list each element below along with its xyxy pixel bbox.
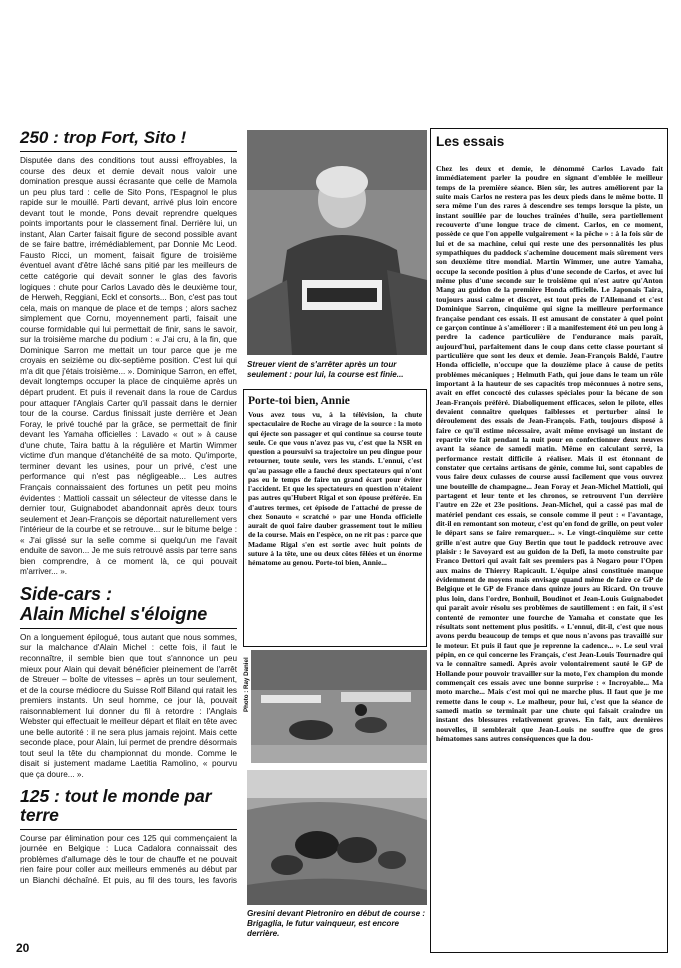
photo-streuer <box>247 130 427 355</box>
photo-gresini-art <box>247 770 427 905</box>
photo-streuer-art <box>247 130 427 355</box>
photo-track-crash-art <box>251 650 427 763</box>
column-left <box>20 128 237 886</box>
text-essais: Chez les deux et demie, le dénommé Carlos Lavado fait immédiatement parler la poudre en signant d'emblée le meilleur temps de la première séance. Bien sûr, les autres améliorent par la suite mais Carlos ne restera pas les deux pieds dans le même botte. Il sera même l'un des rares à descendre ses temps lorsque la piste, un instant souillée par de louches traînées d'huile, sera partiellement recouverte d'une longue trace de ciment. Carlos, en ce moment, possède ce que l'on appelle vulgairement « la pêche » : à la fois sûr de lui et de sa machine, celui qui reste une des personnalités les plus sympathiques du paddock s'achemine doucement mais sûrement vers son deuxième titre mondial. Martin Wimmer, une autre Yamaha, occupe la seconde position à plus d'une seconde de Carlos, et avec lui même plus d'une seconde sur le troisième qui n'est autre qu'Anton Mang au guidon de la première Honda officielle. Le Japonais Taira, toujours aussi calme et discret, est tout près de l'Allemand et c'est Dominique Sarron, cinquième qui signe la meilleure performance française pendant ces essais. Il est amusant de constater à quel point ce garçon continue à s'améliorer : il a manifestement été un peu long à perdre la cadence particulière de l'endurance mais paraît, aujourd'hui, parfaitement dans le coup dans cette classe pourtant si particulière que sont les deux et demie. Jean-François Baldé, l'autre Honda officielle, n'occupe que la douzième place à cause de petits problèmes mécaniques ; Helmuth Fath, qui joue dans le team un rôle important à la hauteur de ses capacités trop méconnues à notre sens, avait en effet concocté des culasses spéciales pour la bécane de son Jean-François préféré. Diaboliquement efficaces, selon le pilote, elles devaient connaître quelques faiblesses et perturber ainsi le déroulement des essais de Jean-François. Fath, toujours disposé à faire ce qu'il estime nécessaire, avait même envisagé un instant de repartir vite fait pendant la nuit pour en confectionner deux neuves avant la séance de samedi matin. Même en calculant serré, la performance restait difficile à réaliser. Mais il est étonnant de constater que certains artisans de génie, comme lui, sont capables de vous faire deux culasses de course aussi facilement que vous ouvrez une bouteille de champagne... Jean Foray et Jean-Michel Mattioli, qui partagent et leur tente et les chronos, se retrouvent l'un derrière l'autre en 22e et 23e positions. Jean-Michel, qui a cassé pas mal de matériel pendant ces essais, se console comme il peut : « l'avantage, dit-il en remontant son moteur, c'est qu'en fond de grille, on peut voler le départ sans se faire remarquer... ». Le vingt-cinquième sur cette grille n'est autre que Guy Bertin que tout le paddock retrouve avec plaisir : le Savoyard est au guidon de la Defi, la moto construite par Franco Dettori qui avait fait ses premiers pas à Nogaro pour l'Open aux mains de Thierry Rapicault. L'équipe ainsi constituée manque évidemment de moyens mais envisage quand même de faire ce GP de Belgique et le GP de France dans quinze jours au Ricard. On trouve plus loin, dans l'ordre, Bonhuil, Boudinot et Jean-Louis Guignabodet qui paraît avoir résolu ses problèmes de sautillement : en fait, il s'est contenté de remonter une fourche de Yamaha et constate que les résultats sont nettement plus positifs. « L'ennui, dit-il, c'est que nous avons perdu beaucoup de temps et que nous n'avons pas travaillé sur le moteur. Et puis il faut que je reprenne la cadence... ». Le seul vrai pépin, en ce qui concerne les Français, c'est Jean-Louis Tournadre qui va le connaître samedi. Après avoir volontairement sauté le GP de Hollande pour pouvoir travailler sur la moto, l'ex champion du monde commençait ces essais avec une bonne surprise : « Incroyable... Ma moto marche... Mais c'est moi qui ne marche plus. Il faut que je me remette dans le coup ». Le malheur, pour lui, c'est que la séance de samedi matin se terminait par une chute qui faisait craindre un instant des blessures relativement graves. En fait, aux dernières nouvelles, il semblerait que Jean-Louis ne souffre que de gros hématomes sans autres conséquences que la dou- <box>436 164 663 743</box>
text-250: Disputée dans des conditions tout aussi effroyables, la course des deux et demie devait nous valoir une domination presque aussi écrasante que celle de Mamola un peu plus tard : celle de Sito Pons, l'Espagnol le plus rapide sur le mouillé. Parti devant, arrivé plus loin encore devant tout le monde, Pons devait reprendre quelques points importants pour le classement final. Derrière lui, un instant, Alan Carter faisait figure de second possible avant de se faire battre, irrémédiablement, par Donnie Mc Leod. Fausto Ricci, un moment, faisait figure de troisième éventuel avant d'être lâché sans pitié par les meilleurs de cette catégorie qui devait sonner le glas des favoris logiques : chute pour Carlos Lavado dès le deuxième tour, de Herweh, Reggiani, Eckl et consorts... Bon, c'est pas tout cela, mais on manque de place et de temps ; alors sachez simplement que Cornu, moyennement parti, faisait une course formidable qui lui permettait de finir, sans le savoir, sur la troisième marche du podium : « J'ai cru, à la fin, que Dominique Sarron me mettait un tour parce que je me croyais en seizième ou dix-septième position. C'est lui qui m'a dit que j'étais troisième... ». Dominique Sarron, en effet, devait longtemps occuper la place de cinquième après un départ prudent. Et puis il revenait dans la roue de Cardus pour attaquer l'Anglais Carter qu'il passait dans le dernier tour de la course. Cardus finissait juste derrière et Jean Foray, le privé touché par la grâce, se permettait de finir devant les Yamaha officielles : Lavado « out » à cause d'une chute, Taira battu à la régulière et Martin Wimmer victime d'un manque d'étanchéité de sa moto. Qu'importe, terminer devant les usines, pour un privé, c'est une performance qui n'est pas négligeable... Les autres Français connaissaient des fortunes un petit peu moins évidentes : Mattioli cassait un sélecteur de vitesse dans le dernier tour, Guignabodet abandonnait après deux tours seulement et Jean-François se déportait naturellement vers l'intérieur de la courbe et se retrouve... sur le bitume belge : « J'ai glissé sur la selle comme si quelqu'un me l'avait enduite de savon... Je me suis retrouvé assis par terre sans bien comprendre, à ce moment là, ce qui pouvait m'arriver... ». <box>20 156 237 577</box>
heading-250: 250 : trop Fort, Sito ! <box>20 128 237 152</box>
heading-sidecars-line1: Side-cars : <box>20 583 113 604</box>
box-annie-inner <box>244 390 426 567</box>
photo-credit: Photo : Ray Daniel <box>243 657 250 712</box>
heading-sidecars <box>20 584 237 629</box>
page-number: 20 <box>16 941 30 955</box>
article-sidecars <box>20 584 237 781</box>
heading-annie: Porte-toi bien, Annie <box>248 395 350 407</box>
box-essais-inner <box>431 129 667 743</box>
photo-gresini <box>247 770 427 905</box>
text-125: Course par élimination pour ces 125 qui commençaient la journée en Belgique : Luca Cadalora connaissait des problèmes d'allumage dès le tour de chauffe et ne pouvait rien faire pour coller aux meilleurs emmenés au début par un Bianchi déchaîné. Et puis, au fil des tours, les favoris <box>20 833 237 885</box>
photo-track-crash <box>251 650 427 763</box>
heading-125: 125 : tout le monde par terre <box>20 787 237 830</box>
caption-streuer: Streuer vient de s'arrêter après un tour seulement : pour lui, la course est finie... <box>247 360 404 379</box>
article-125 <box>20 787 237 886</box>
heading-essais: Les essais <box>436 134 505 149</box>
text-sidecars: On a longuement épilogué, tous autant que nous sommes, sur la malchance d'Alain Michel : cette fois, il faut le reconnaître, il semble bien que tout s'annonce un peu mieux pour Alain qui devait bénéficier pleinement de l'arrêt de Streuer – boîte de vitesses – après un tour seulement, et de la course médiocre du Suisse Rolf Biland qui ratait les premiers instants. Un seul homme, ce jour là, pouvait raisonnablement lui donner du fil à retordre : l'Anglais Webster qui effectuait le meilleur départ et filait en tête avec une belle autorité : il ne sera plus jamais rejoint. Mais cette seconde place, pour Alain, lui permet de prendre désormais tout seul la tête du championnat du monde. Comme le disait si justement madame Laetitia Ramolino, « pourvu que ça doure... ». <box>20 632 237 779</box>
box-essais <box>430 128 668 953</box>
heading-sidecars-line2: Alain Michel s'éloigne <box>20 603 208 624</box>
text-annie: Vous avez tous vu, à la télévision, la chute spectaculaire de Roche au virage de la source : la moto qui éjecte son passager et qui continue sa course toute seule. Ce que vous n'avez pas vu, c'est que la NSR en question a poursuivi sa trajectoire un peu dingue pour retourner, toute seule, vers les stands. L'ennui, c'est qu'au passage elle a fauché deux spectateurs qui n'ont pas eu le temps de faire un grand écart pour éviter l'accident. Et que les spectateurs en question n'étaient pas autres qu'Hubert Rigal et son épouse préférée. En d'autres termes, cet épisode de l'attaché de presse de chez Sonauto « scratché » par une Honda officielle aurait de quoi faire dauber grassement tout le milieu de la course. Mais en l'espèce, on ne rit pas : parce que Madame Rigal s'en est sortie avec huit points de suture à la tête, une ou deux côtes fêlées et un énorme hématome au genou. Porte-toi bien, Annie... <box>248 410 422 567</box>
box-annie <box>243 389 427 647</box>
article-250 <box>20 128 237 578</box>
caption-gresini: Gresini devant Pietroniro en début de course : Brigaglia, le futur vainqueur, est encore derrière. <box>247 909 426 938</box>
